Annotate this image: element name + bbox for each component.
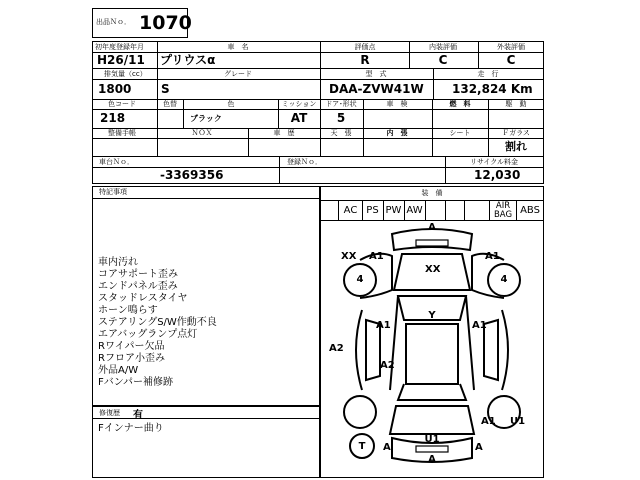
doors: 5 [336, 111, 346, 125]
notes-label: 特記事項 [99, 188, 127, 196]
repair-note: Fインナー曲り [98, 423, 164, 434]
mark-tire-right: 4 [500, 274, 508, 285]
equipment-aw: AW [406, 205, 423, 216]
remark-item: エアバッグランプ点灯 [98, 329, 198, 340]
mark-roof: Y [428, 310, 436, 321]
color-group-label: 色替 [163, 100, 177, 108]
mark-pillar-right: A1 [472, 320, 487, 331]
remark-item: ホーン鳴らす [98, 305, 158, 316]
remark-item: Fバンパー補修跡 [98, 377, 174, 388]
model-label: 型 式 [365, 70, 387, 78]
color-code: 218 [100, 111, 126, 125]
mission-label: ミッション [281, 100, 317, 108]
color: ブラック [190, 114, 222, 123]
mark-spare: T [358, 441, 366, 452]
mark-rear-left: A [383, 442, 391, 453]
mileage-label: 走 行 [477, 70, 499, 78]
mark-rear-right: A1 [481, 416, 496, 427]
remark-item: 車内汚れ [98, 257, 138, 268]
car-name: プリウスα [160, 53, 216, 67]
grade-label: グレード [224, 70, 252, 78]
lot-number-label: 出品Ｎｏ． [96, 18, 131, 26]
repair-history-label: 修復歴 [99, 409, 120, 417]
recycle-fee: 12,030 [474, 168, 521, 182]
reg-no-label: 登録Ｎｏ． [287, 158, 322, 166]
remark-item: 外品A/W [98, 365, 139, 376]
recycle-fee-label: リサイクル料金 [469, 158, 519, 166]
mark-side-left: A2 [329, 343, 344, 354]
first-registration: H26/11 [97, 53, 145, 67]
mark-front-bumper: A [428, 222, 436, 233]
displacement-label: 排気量（cc） [104, 70, 147, 78]
lot-number-box [92, 8, 192, 38]
remark-item: スタッドレスタイヤ [98, 293, 188, 304]
mark-rear-bumper: A [428, 454, 436, 465]
mission: AT [290, 111, 308, 125]
mark-rear-right-2: U1 [510, 416, 526, 427]
displacement: 1800 [98, 82, 132, 96]
history-label: 車 歴 [273, 129, 295, 137]
repair-history-section [92, 406, 320, 478]
interior-label: 内 張 [386, 129, 408, 137]
doors-label: ドア･形状 [325, 100, 357, 108]
lot-number: 1070 [139, 12, 192, 34]
model: DAA-ZVW41W [329, 82, 424, 96]
remark-item: コアサポート歪み [98, 269, 178, 280]
equipment-abs: ABS [520, 205, 540, 216]
drive-label: 駆 動 [505, 100, 527, 108]
fuel-label: 燃 料 [449, 100, 471, 108]
equipment-airbag: AIR BAG [493, 201, 513, 220]
color-code-label: 色コード [108, 100, 136, 108]
equipment-pw: PW [385, 205, 402, 216]
nox-label: ＮＯＸ [191, 129, 213, 137]
color-label: 色 [227, 100, 235, 108]
exterior-eval: C [506, 53, 516, 67]
mark-front-left: XX [341, 251, 357, 262]
interior-eval-label: 内装評価 [429, 43, 457, 51]
maintenance-label: 整備手帳 [108, 129, 136, 137]
exterior-eval-label: 外装評価 [497, 43, 525, 51]
chassis-no-label: 車台Ｎｏ． [99, 158, 134, 166]
remark-item: エンドパネル歪み [98, 281, 178, 292]
chassis-no: -3369356 [160, 168, 224, 182]
inspection-label: 車 検 [386, 100, 408, 108]
seat-label: シート [449, 129, 471, 137]
fglass-label: Ｆガラス [502, 129, 530, 137]
remark-item: Rワイパー欠品 [98, 341, 165, 352]
first-registration-label: 初年度登録年月 [95, 43, 144, 51]
mark-front-right: A1 [485, 251, 500, 262]
mark-hood: XX [425, 264, 441, 275]
remark-item: ステアリングS/W作動不良 [98, 317, 217, 328]
mark-tire-left: 4 [356, 274, 364, 285]
mark-rear-right-3: A [475, 442, 483, 453]
grade: S [161, 82, 170, 96]
mark-pillar-left: A1 [376, 320, 391, 331]
mark-front-left-2: A1 [369, 251, 384, 262]
equipment-ps: PS [366, 205, 379, 216]
equipment-label: 装 備 [421, 189, 443, 197]
grade-eval-label: 評価点 [354, 43, 376, 51]
car-name-label: 車 名 [227, 43, 249, 51]
mark-door-left: A2 [380, 360, 395, 371]
interior-eval: C [438, 53, 448, 67]
repair-history: 有 [133, 410, 143, 421]
equipment-ac: AC [343, 205, 358, 216]
mileage: 132,824 Km [452, 82, 533, 96]
grade-eval: R [360, 53, 370, 67]
remark-item: Rフロア小歪み [98, 353, 165, 364]
fglass: 割れ [505, 140, 527, 153]
sunroof-label: 天 張 [330, 129, 352, 137]
mark-trunk: U1 [424, 434, 440, 445]
